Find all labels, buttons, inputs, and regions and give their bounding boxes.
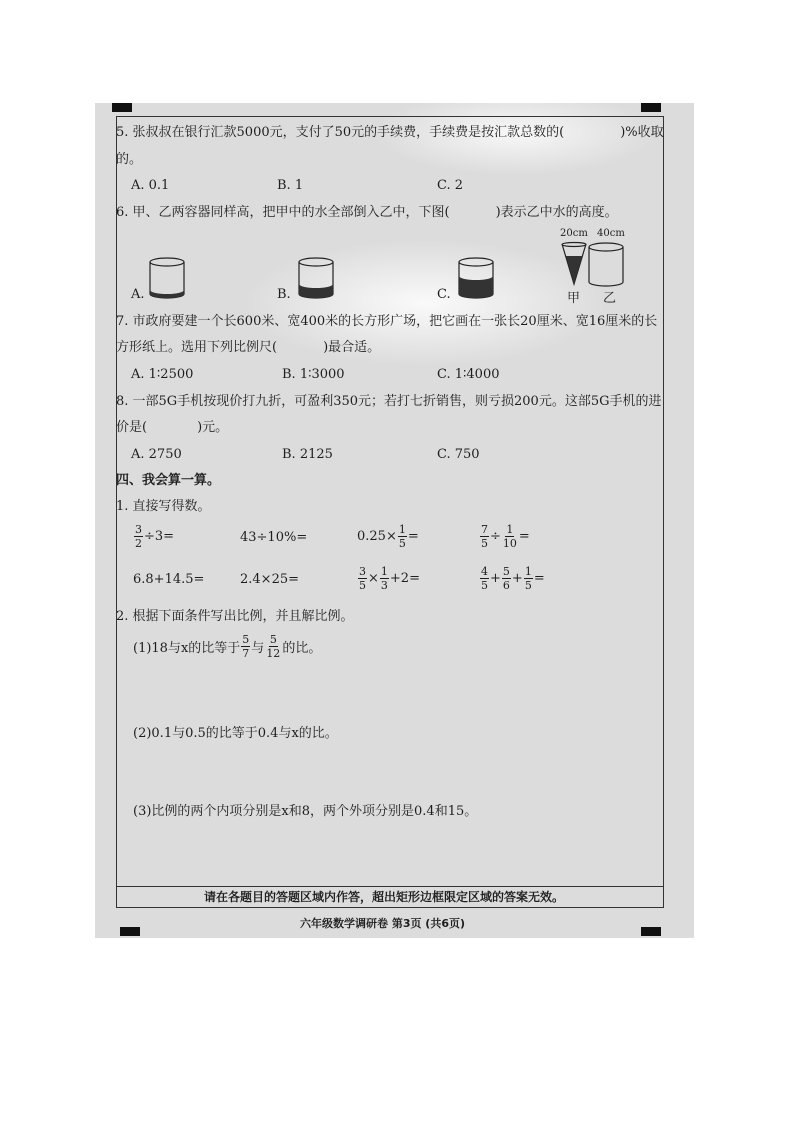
q8-stem2: 价是( [116,420,148,435]
registration-mark-top-right [641,103,661,112]
q6-option-a-cylinder-icon [147,256,189,302]
q8-text2 [116,421,228,434]
q7-option-a: A. 1∶2500 [131,367,194,382]
q5-text [116,126,664,139]
q5-stem: 5. 张叔叔在银行汇款5000元，支付了50元的手续费，手续费是按汇款总数的( [116,125,565,140]
q5-text2: 的。 [116,152,143,167]
q8-option-b: B. 2125 [282,447,333,462]
calc-a: $\frac{3}{2}$ ÷3= [135,523,175,550]
q7-option-c: C. 1∶4000 [437,367,500,382]
proportion-1: (1)18与x的比等于 $\frac{5}{7}$ 与 $\frac{5}{12}$ 的比。 [133,633,322,660]
q6-container-yi-icon [586,242,626,290]
q6-option-a: A. [131,287,145,302]
q6-text [116,206,618,219]
q8-text: 8. 一部5G手机按现价打九折，可盈利350元；若打七折销售，则亏损200元。这部5G手机的进 [116,394,662,409]
footer-divider [116,886,664,887]
q7-stem2: 方形纸上。选用下列比例尺( [116,340,278,355]
q7-text2 [116,341,380,354]
q6-dim-b: 40cm [597,228,625,239]
calc-h: $\frac{4}{5}$ + $\frac{5}{6}$ + $\frac{1}{5}$ = [481,565,545,592]
section4-title: 四、我会算一算。 [116,473,221,488]
q7-option-b: B. 1∶3000 [282,367,345,382]
q6-label-jia: 甲 [567,291,581,306]
q6-option-c-cylinder-icon [456,256,498,302]
q6-option-b: B. [277,287,291,302]
calc-a-fraction: $\frac{3}{2}$ [135,523,142,550]
footer-page-number: 六年级数学调研卷 第3页 (共6页) [300,917,466,930]
section4-sub2: 2. 根据下面条件写出比例，并且解比例。 [116,609,354,624]
q5-option-a: A. 0.1 [131,178,170,193]
q6-stem: 6. 甲、乙两容器同样高，把甲中的水全部倒入乙中，下图( [116,205,450,220]
calc-g: $\frac{3}{5}$ × $\frac{1}{3}$ +2= [359,565,420,592]
calc-b: 43÷10%= [240,530,308,545]
q5-option-b: B. 1 [277,178,304,193]
q8-stem2-end: )元。 [197,420,229,435]
q6-dim-a: 20cm [560,228,588,239]
q8-option-c: C. 750 [437,447,480,462]
calc-c: 0.25× $\frac{1}{5}$ = [357,523,419,550]
q7-text: 7. 市政府要建一个长600米、宽400米的长方形广场，把它画在一张长20厘米、宽16厘米的长 [116,314,658,329]
proportion-2: (2)0.1与0.5的比等于0.4与x的比。 [133,726,338,741]
registration-mark-bottom-right [641,927,661,936]
q6-option-c: C. [437,287,451,302]
calc-d: $\frac{7}{5}$ ÷ $\frac{1}{10}$ = [481,523,530,550]
q7-stem2-end: )最合适。 [323,340,381,355]
q6-stem-end: )表示乙中水的高度。 [495,205,618,220]
proportion-3: (3)比例的两个内项分别是x和8，两个外项分别是0.4和15。 [133,804,478,819]
registration-mark-bottom-left [120,927,140,936]
q5-option-c: C. 2 [437,178,464,193]
q6-label-yi: 乙 [603,291,617,306]
calc-c-fraction: $\frac{1}{5}$ [398,523,406,550]
calc-e: 6.8+14.5= [133,572,205,587]
q8-option-a: A. 2750 [131,447,182,462]
q6-option-b-cylinder-icon [296,256,338,302]
q5-stem-end: )%收取 [620,125,664,140]
calc-f: 2.4×25= [240,572,300,587]
footer-notice: 请在各题目的答题区域内作答，超出矩形边框限定区域的答案无效。 [204,890,565,904]
section4-sub1: 1. 直接写得数。 [116,499,211,514]
registration-mark-top-left [112,103,132,112]
